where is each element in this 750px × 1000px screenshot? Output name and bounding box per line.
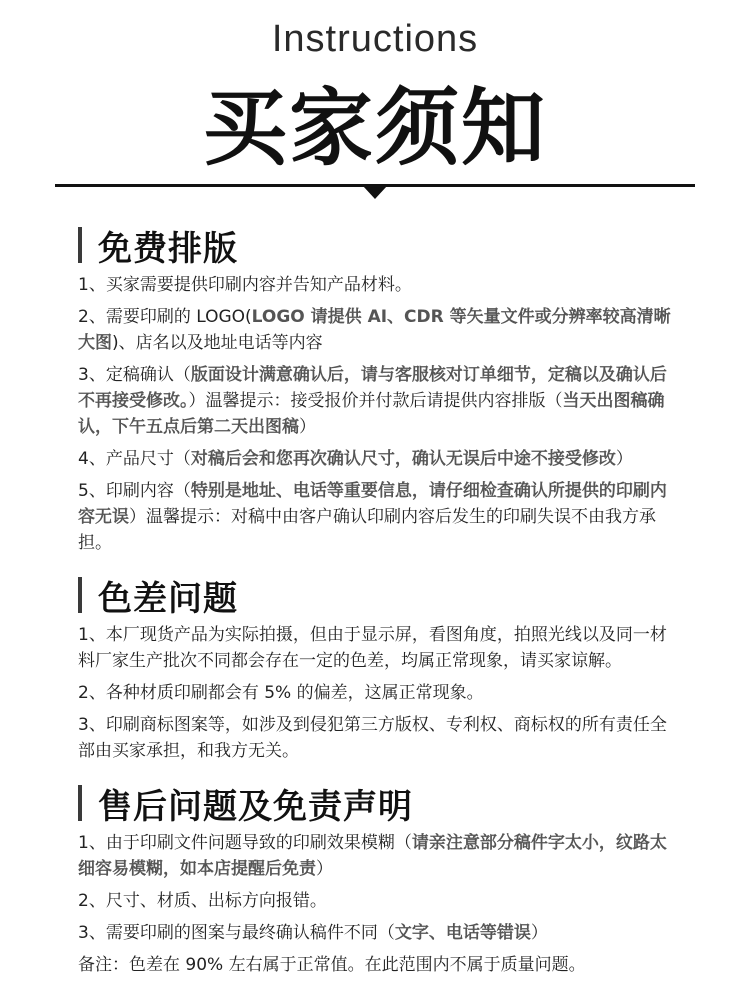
heading-bar-icon xyxy=(78,785,82,821)
item-text: 3、定稿确认（ xyxy=(78,365,191,385)
item-text: 3、印刷商标图案等，如涉及到侵犯第三方版权、专利权、商标权的所有责任全部由买家承担，和我方无关。 xyxy=(78,715,667,761)
item-text: 1、买家需要提供印刷内容并告知产品材料。 xyxy=(78,275,412,295)
item-text: 4、产品尺寸（ xyxy=(78,449,191,469)
item-text: 2、尺寸、材质、出标方向报错。 xyxy=(78,891,327,911)
item-text: ）温馨提示：接受报价并付款后请提供内容排版（ xyxy=(188,391,563,411)
item-text: 2、各种材质印刷都会有 5% 的偏差，这属正常现象。 xyxy=(78,683,484,703)
emphasized-text: 对稿后会和您再次确认尺寸，确认无误后中途不接受修改 xyxy=(190,449,616,469)
list-item xyxy=(78,304,678,356)
section-heading xyxy=(78,572,678,618)
page-header xyxy=(0,0,750,205)
heading-bar-icon xyxy=(78,227,82,263)
item-text: ） xyxy=(530,923,548,943)
list-item xyxy=(78,680,678,706)
section-items xyxy=(78,272,678,556)
item-text: 2、需要印刷的 LOGO( xyxy=(78,307,252,327)
item-text: ）温馨提示：对稿中由客户确认印刷内容后发生的印刷失误不由我方承担。 xyxy=(78,507,656,553)
section-heading xyxy=(78,780,678,826)
emphasized-text: 版面设计满意确认后，请与客服核对订单细节，定稿以及确认后不再接受修改。 xyxy=(78,365,667,411)
section-items xyxy=(78,622,678,764)
list-item xyxy=(78,622,678,674)
section-free-layout xyxy=(78,222,678,556)
section-heading xyxy=(78,222,678,268)
title-chinese: 买家须知 xyxy=(202,79,547,177)
section-title: 免费排版 xyxy=(98,228,238,269)
section-title: 色差问题 xyxy=(98,578,238,619)
heading-bar-icon xyxy=(78,577,82,613)
emphasized-text: 请亲注意部分稿件字太小，纹路太细容易模糊，如本店提醒后免责 xyxy=(78,833,667,879)
title-english: Instructions xyxy=(271,18,479,60)
item-text: 1、由于印刷文件问题导致的印刷效果模糊（ xyxy=(78,833,412,853)
emphasized-text: 文字、电话等错误 xyxy=(394,923,531,943)
item-text: ） xyxy=(615,449,633,469)
section-color-difference xyxy=(78,572,678,764)
list-item xyxy=(78,712,678,764)
item-text: 5、印刷内容（ xyxy=(78,481,191,501)
item-text: 3、需要印刷的图案与最终确认稿件不同（ xyxy=(78,923,395,943)
remark-note: 备注：色差在 90% 左右属于正常值。在此范围内不属于质量问题。 xyxy=(78,955,586,975)
emphasized-text: 特别是地址、电话等重要信息，请仔细检查确认所提供的印刷内容无误 xyxy=(78,481,667,527)
item-text: ） xyxy=(299,417,316,437)
list-item xyxy=(78,888,678,914)
divider-arrow-icon xyxy=(363,186,387,199)
section-title: 售后问题及免责声明 xyxy=(98,786,413,827)
section-after-sales xyxy=(78,780,678,978)
section-items xyxy=(78,830,678,946)
item-text: 1、本厂现货产品为实际拍摄，但由于显示屏，看图角度，拍照光线以及同一材料厂家生产批次不同都会存在一定的色差，均属正常现象，请买家谅解。 xyxy=(78,625,667,671)
list-item xyxy=(78,830,678,882)
notice-content xyxy=(78,222,678,994)
list-item xyxy=(78,478,678,556)
list-item xyxy=(78,920,678,946)
list-item xyxy=(78,362,678,440)
list-item xyxy=(78,446,678,472)
emphasized-text: 当天出图稿确认，下午五点后第二天出图稿 xyxy=(78,391,665,437)
item-text: ） xyxy=(316,859,333,879)
list-item xyxy=(78,272,678,298)
emphasized-text: LOGO 请提供 AI、CDR 等矢量文件或分辨率较高清晰大图 xyxy=(78,307,671,353)
item-text: )、店名以及地址电话等内容 xyxy=(112,333,323,353)
